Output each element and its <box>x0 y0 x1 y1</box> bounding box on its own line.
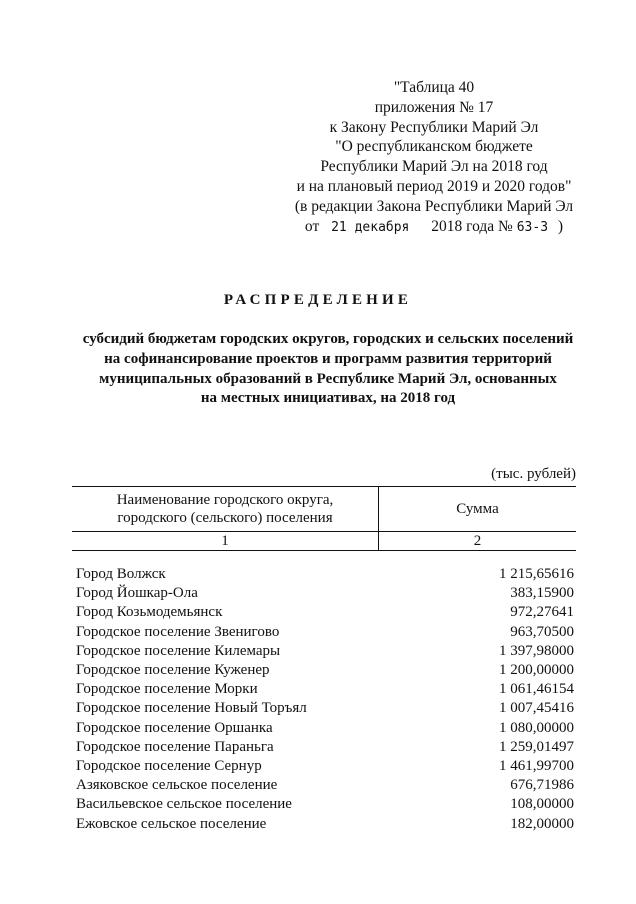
table-row <box>72 795 576 814</box>
table-row <box>72 719 576 738</box>
appendix-reference <box>280 78 588 237</box>
units-label: (тыс. рублей) <box>491 466 576 482</box>
table-row <box>72 699 576 718</box>
column-number-1: 1 <box>72 532 379 551</box>
appendix-line: "Таблица 40 <box>393 79 475 96</box>
appendix-line: "О республиканском бюджете <box>335 138 533 156</box>
appendix-line: Республики Марий Эл на 2018 год <box>320 158 548 176</box>
appendix-line: к Закону Республики Марий Эл <box>329 118 539 136</box>
table-row <box>72 738 576 757</box>
table-row <box>72 815 576 834</box>
date-day-month: 21 декабря <box>331 219 410 235</box>
column-header-sum: Сумма <box>379 487 577 532</box>
table-spacer <box>72 551 576 566</box>
table-row <box>72 565 576 584</box>
subsidy-amount: 1 461,99700 <box>499 758 574 775</box>
municipality-name: Городское поселение Килемары <box>76 642 281 659</box>
subsidy-amount: 1 397,98000 <box>499 642 574 659</box>
table-row <box>72 757 576 776</box>
table-row <box>72 584 576 603</box>
subtitle-line: на местных инициативах, на 2018 год <box>200 390 456 407</box>
document-title: РАСПРЕДЕЛЕНИЕ <box>223 292 413 308</box>
municipality-name: Городское поселение Сернур <box>76 758 262 775</box>
subsidy-amount: 182,00000 <box>510 815 574 832</box>
table-row <box>72 776 576 795</box>
subsidy-amount: 963,70500 <box>510 623 574 640</box>
municipality-name: Город Волжск <box>76 566 166 582</box>
municipality-name: Город Козьмодемьянск <box>76 604 223 621</box>
appendix-line: (в редакции Закона Республики Марий Эл <box>294 197 574 215</box>
subtitle-line: субсидий бюджетам городских округов, городских и сельских поселений <box>82 331 574 347</box>
subsidy-amount: 972,27641 <box>510 604 574 621</box>
municipality-name: Город Йошкар-Ола <box>76 585 198 602</box>
municipality-name: Васильевское сельское поселение <box>76 796 292 813</box>
subsidy-amount: 676,71986 <box>510 777 574 794</box>
municipality-name: Городское поселение Параньга <box>76 738 274 755</box>
municipality-name: Городское поселение Оршанка <box>76 719 273 736</box>
document-subtitle <box>60 330 596 409</box>
municipality-name: Азяковское сельское поселение <box>76 777 278 794</box>
subsidy-amount: 383,15900 <box>510 585 574 602</box>
municipality-name: Городское поселение Куженер <box>76 662 270 679</box>
table-row <box>72 642 576 661</box>
appendix-line: приложения № 17 <box>374 98 494 116</box>
date-prefix: от <box>304 217 320 235</box>
municipality-name: Ежовское сельское поселение <box>76 815 267 832</box>
subsidy-amount: 1 080,00000 <box>499 719 574 736</box>
subsidy-amount: 1 061,46154 <box>499 681 574 698</box>
subsidy-amount: 1 215,65616 <box>499 566 574 582</box>
date-year: 2018 года № <box>431 217 513 235</box>
table-row <box>72 623 576 642</box>
municipality-name: Городское поселение Звенигово <box>76 623 280 640</box>
subsidy-amount: 1 007,45416 <box>499 700 574 717</box>
date-close: ) <box>557 217 564 235</box>
subsidy-amount: 1 259,01497 <box>499 738 574 755</box>
table-row <box>72 661 576 680</box>
municipality-name: Городское поселение Морки <box>76 681 258 698</box>
column-header-name-line: Наименование городского округа, <box>116 492 334 508</box>
law-number: 63-З <box>516 219 549 235</box>
subsidy-amount: 108,00000 <box>510 796 574 813</box>
subtitle-line: муниципальных образований в Республике Марий Эл, основанных <box>99 370 557 387</box>
subtitle-line: на софинансирование проектов и программ развития территорий <box>104 350 552 367</box>
table-row <box>72 680 576 699</box>
appendix-line: и на плановый период 2019 и 2020 годов" <box>296 177 572 195</box>
column-header-name <box>72 487 379 532</box>
column-header-name-line: городского (сельского) поселения <box>117 510 333 526</box>
law-date-line <box>280 217 588 238</box>
distribution-table <box>72 486 576 834</box>
municipality-name: Городское поселение Новый Торъял <box>76 700 307 717</box>
subsidy-amount: 1 200,00000 <box>499 662 574 679</box>
column-number-2: 2 <box>379 532 577 551</box>
table-row <box>72 603 576 622</box>
